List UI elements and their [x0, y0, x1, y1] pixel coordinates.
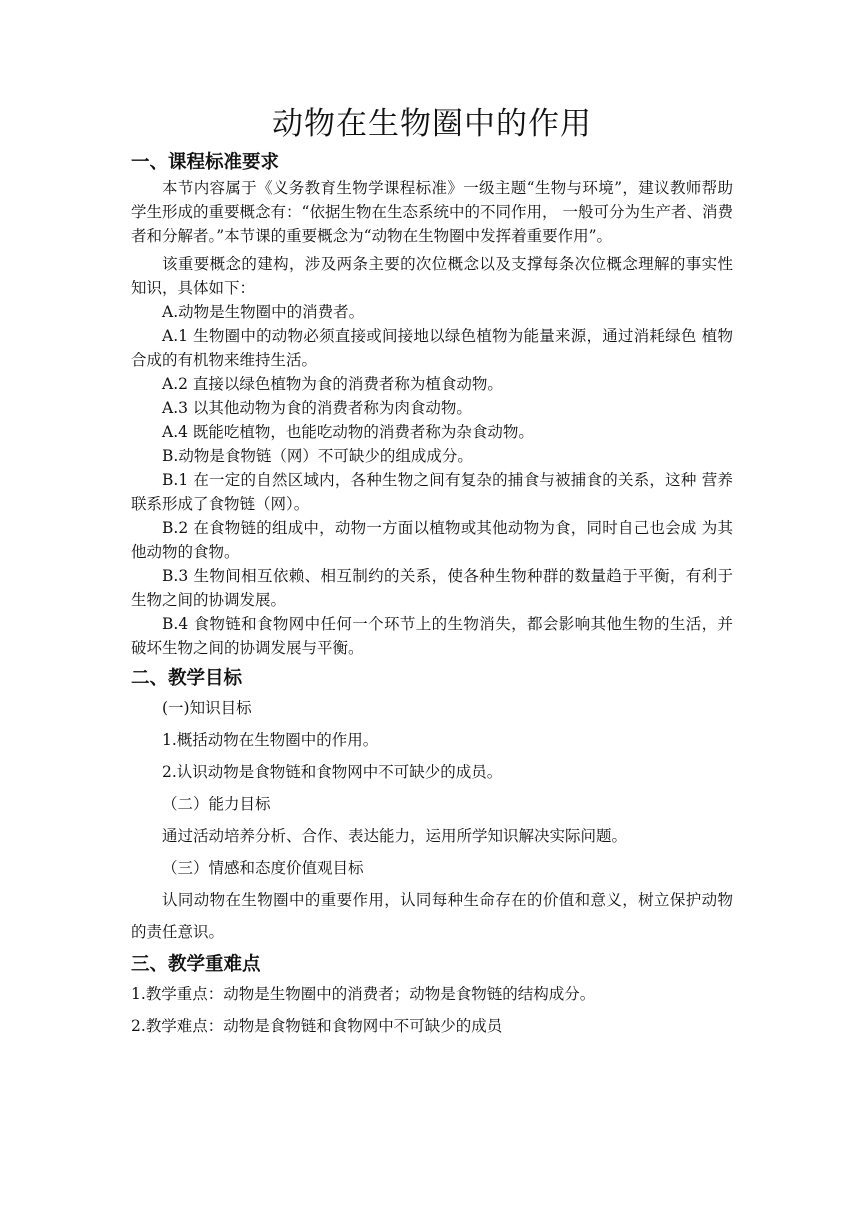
- paragraph: 认同动物在生物圈中的重要作用，认同每种生命存在的价值和意义，树立保护动物的责任意识。: [131, 891, 733, 941]
- paragraph: B.3 生物间相互依赖、相互制约的关系，使各种生物种群的数量趋于平衡，有利于生物之间的协调发展。: [131, 567, 733, 609]
- paragraph: 本节内容属于《义务教育生物学课程标准》一级主题“生物与环境”，建议教师帮助学生形成的重要概念有：“依据生物在生态系统中的不同作用， 一般可分为生产者、消费者和分解者。”本节课的重要概念为“动物在生物圈中发挥着重要作用”。: [131, 179, 733, 245]
- paragraph: 1.教学重点：动物是生物圈中的消费者；动物是食物链的结构成分。: [131, 985, 596, 1003]
- paragraph: A.4 既能吃植物，也能吃动物的消费者称为杂食动物。: [162, 423, 534, 441]
- paragraph: B.1 在一定的自然区域内，各种生物之间有复杂的捕食与被捕食的关系，这种 营养联系形成了食物链（网）。: [131, 471, 733, 513]
- paragraph: A.2 直接以绿色植物为食的消费者称为植食动物。: [162, 375, 503, 393]
- paragraph: A.3 以其他动物为食的消费者称为肉食动物。: [162, 399, 472, 417]
- section-curriculum-standards: [131, 150, 733, 660]
- section-teaching-objectives: [131, 666, 733, 948]
- paragraph: （三）情感和态度价值观目标: [162, 859, 364, 877]
- paragraph: B.4 食物链和食物网中任何一个环节上的生物消失，都会影响其他生物的生活，并破坏生物之间的协调发展与平衡。: [131, 615, 733, 657]
- document-title: 动物在生物圈中的作用: [272, 106, 592, 142]
- paragraph: A.1 生物圈中的动物必须直接或间接地以绿色植物为能量来源，通过消耗绿色 植物合成的有机物来维持生活。: [131, 327, 733, 369]
- paragraph: B.2 在食物链的组成中，动物一方面以植物或其他动物为食，同时自己也会成 为其他动物的食物。: [131, 519, 733, 561]
- section-heading: 三、教学重难点: [131, 954, 261, 975]
- paragraph: 通过活动培养分析、合作、表达能力，运用所学知识解决实际问题。: [162, 827, 628, 845]
- paragraph: (一)知识目标: [162, 699, 252, 717]
- paragraph: 1.概括动物在生物圈中的作用。: [162, 731, 379, 749]
- section-heading: 二、教学目标: [131, 668, 243, 689]
- section-key-points: [131, 952, 733, 1042]
- document-page: [131, 100, 733, 1042]
- paragraph: B.动物是食物链（网）不可缺少的组成成分。: [162, 447, 473, 465]
- paragraph: 2.教学难点：动物是食物链和食物网中不可缺少的成员: [131, 1017, 503, 1035]
- paragraph: 2.认识动物是食物链和食物网中不可缺少的成员。: [162, 763, 503, 781]
- paragraph: 该重要概念的建构，涉及两条主要的次位概念以及支撑每条次位概念理解的事实性知识，具体如下：: [131, 255, 733, 297]
- paragraph: A.动物是生物圈中的消费者。: [162, 303, 365, 321]
- paragraph: （二）能力目标: [162, 795, 271, 813]
- section-heading: 一、课程标准要求: [131, 152, 280, 173]
